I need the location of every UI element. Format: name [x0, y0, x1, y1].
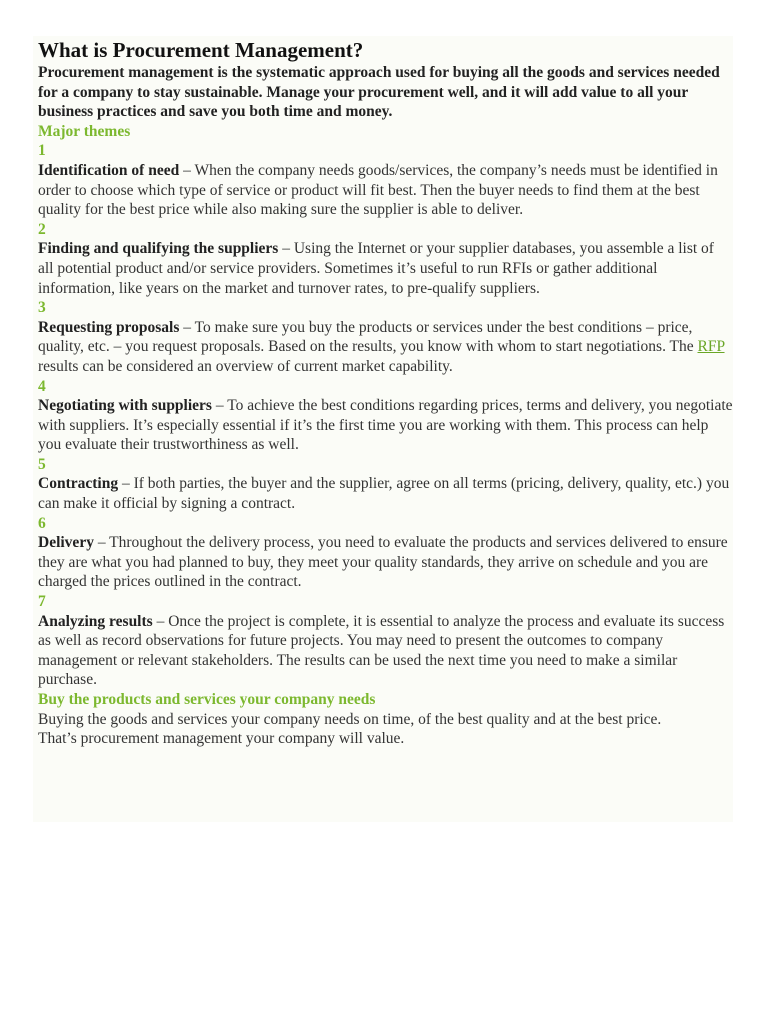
theme-paragraph [38, 612, 733, 690]
theme-term: Finding and qualifying the suppliers [38, 240, 279, 258]
rfp-link[interactable]: RFP [697, 338, 725, 356]
theme-number: 6 [38, 514, 46, 532]
theme-text: – If both parties, the buyer and the supplier, agree on all terms (pricing, delivery, quality, etc.) you can make it official by signing a contract. [38, 475, 730, 513]
theme-term: Identification of need [38, 161, 180, 179]
theme-paragraph [38, 161, 733, 220]
theme-text: results can be considered an overview of current market capability. [38, 357, 453, 375]
page-title: What is Procurement Management? [38, 38, 364, 62]
theme-text: – Using the Internet or your supplier databases, you assemble a list of all potential product and/or service providers. Sometimes it’s useful to run RFIs or gather additional information, like years on the market and turnover rates, to pre-qualify suppliers. [38, 240, 714, 297]
theme-term: Requesting proposals [38, 318, 180, 336]
article-content [33, 36, 733, 822]
major-themes-heading: Major themes [38, 122, 131, 140]
theme-number: 5 [38, 455, 46, 473]
theme-number: 7 [38, 593, 46, 611]
theme-term: Contracting [38, 475, 119, 493]
theme-term: Analyzing results [38, 612, 153, 630]
theme-text: – To make sure you buy the products or services under the best conditions – price, quality, etc. – you request proposals. Based on the results, you know with whom to start negotiations. The [38, 318, 698, 356]
theme-term: Negotiating with suppliers [38, 397, 212, 415]
closing-heading: Buy the products and services your company needs [38, 691, 376, 708]
theme-paragraph [38, 474, 733, 513]
theme-text: – To achieve the best conditions regarding prices, terms and delivery, you negotiate with suppliers. It’s especially essential if it’s the first time you are working with them. This process can help you evaluate their trustworthiness as well. [38, 397, 733, 454]
theme-paragraph [38, 396, 733, 455]
theme-number: 3 [38, 299, 46, 317]
intro-paragraph: Procurement management is the systematic approach used for buying all the goods and services needed for a company to stay sustainable. Manage your procurement well, and it will add value to all your business practices and save you both time and money. [38, 64, 720, 121]
theme-text: – Throughout the delivery process, you need to evaluate the products and services delivered to ensure they are what you had planned to buy, they meet your quality standards, they arrive on schedule and you are charged the prices outlined in the contract. [38, 534, 728, 591]
theme-paragraph [38, 533, 733, 592]
theme-paragraph [38, 318, 733, 377]
theme-number: 2 [38, 220, 46, 238]
closing-paragraph: Buying the goods and services your company needs on time, of the best quality and at the best price. [38, 710, 662, 728]
theme-text: – When the company needs goods/services, the company’s needs must be identified in order to choose which type of service or product will fit best. Then the buyer needs to find them at the best quality for the best price while also making sure the supplier is able to deliver. [38, 161, 718, 219]
closing-final-line: That’s procurement management your company will value. [38, 730, 405, 748]
theme-number: 1 [38, 142, 46, 160]
theme-text: – Once the project is complete, it is essential to analyze the process and evaluate its success as well as record observations for future projects. You may need to present the outcomes to company management or relevant stakeholders. The results can be used the next time you need to make a similar purchase. [38, 612, 725, 689]
theme-paragraph [38, 239, 733, 298]
theme-term: Delivery [38, 534, 94, 552]
theme-number: 4 [38, 377, 46, 395]
